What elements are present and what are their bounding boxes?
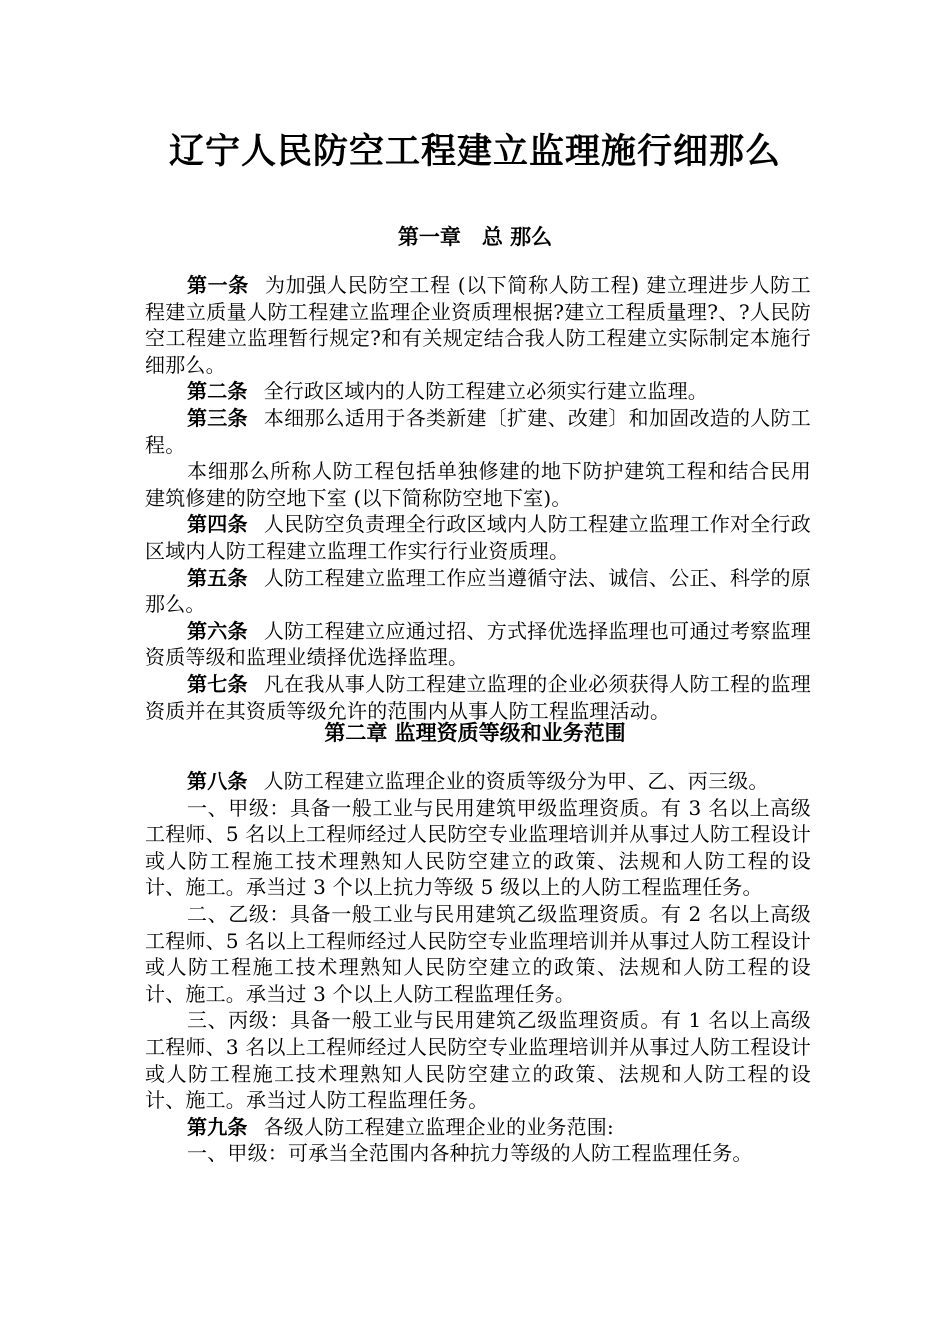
article-label: 第九条 (187, 1114, 248, 1139)
article-paragraph (145, 671, 811, 724)
article-paragraph (145, 458, 811, 511)
article-text: 人防工程建立监理企业的资质等级分为甲、乙、丙三级。 (263, 769, 769, 793)
chapter-body (145, 272, 811, 724)
article-label: 第七条 (187, 671, 248, 696)
article-paragraph (145, 1007, 811, 1113)
article-paragraph (145, 901, 811, 1007)
article-paragraph (145, 405, 811, 458)
article-label: 第六条 (187, 618, 248, 643)
article-text: 人民防空负责理全行政区域内人防工程建立监理工作对全行政区域内人防工程建立监理工作实行行业资质理。 (145, 512, 811, 563)
article-label: 第二条 (187, 379, 248, 404)
article-paragraph (145, 1140, 811, 1167)
article-paragraph (145, 378, 811, 405)
article-text: 人防工程建立监理工作应当遵循守法、诚信、公正、科学的原那么。 (145, 565, 811, 617)
article-label: 第三条 (187, 405, 248, 430)
article-text: 一、甲级：具备一般工业与民用建筑甲级监理资质。有 3 名以上高级工程师、5 名以上工程师经过人民防空专业监理培训并从事过人防工程设计或人防工程施工技术理熟知人民防空建立的政策、法规和人防工程的设计、施工。承当过 3 个以上抗力等级 5 级以上的人防工程监理任务。 (145, 795, 811, 900)
chapter-body (145, 768, 811, 1167)
article-text: 各级人防工程建立监理企业的业务范围: (263, 1114, 614, 1139)
article-paragraph (145, 618, 811, 671)
article-paragraph (145, 768, 811, 795)
article-text: 本细那么所称人防工程包括单独修建的地下防护建筑工程和结合民用建筑修建的防空地下室 (以下简称防空地下室)。 (145, 459, 811, 510)
article-text: 全行政区域内的人防工程建立必须实行建立监理。 (263, 379, 709, 404)
article-paragraph (145, 1114, 811, 1141)
article-paragraph (145, 272, 811, 378)
article-text: 一、甲级：可承当全范围内各种抗力等级的人防工程监理任务。 (187, 1141, 753, 1166)
article-paragraph (145, 795, 811, 901)
article-label: 第四条 (187, 512, 248, 537)
article-paragraph (145, 511, 811, 564)
article-text: 凡在我从事人防工程建立监理的企业必须获得人防工程的监理资质并在其资质等级允许的范围内从事人防工程监理活动。 (145, 671, 811, 723)
chapter-heading: 第一章 总 那么 (397, 224, 553, 249)
article-label: 第八条 (187, 769, 248, 793)
article-label: 第一条 (187, 273, 249, 297)
document-title: 辽宁人民防空工程建立监理施行细那么 (168, 131, 781, 172)
article-paragraph (145, 565, 811, 618)
article-text: 本细那么适用于各类新建〔扩建、改建〕和加固改造的人防工程。 (145, 405, 811, 457)
article-label: 第五条 (187, 565, 248, 590)
article-text: 三、丙级：具备一般工业与民用建筑乙级监理资质。有 1 名以上高级工程师、3 名以上工程师经过人民防空专业监理培训并从事过人防工程设计或人防工程施工技术理熟知人民防空建立的政策、法规和人防工程的设计、施工。承当过人防工程监理任务。 (145, 1008, 811, 1113)
article-text: 为加强人民防空工程 (以下简称人防工程) 建立理进步人防工程建立质量人防工程建立监理企业资质理根据?建立工程质量理?、?人民防空工程建立监理暂行规定?和有关规定结合我人防工程建立实际制定本施行细那么。 (145, 273, 811, 377)
article-text: 二、乙级：具备一般工业与民用建筑乙级监理资质。有 2 名以上高级工程师、5 名以上工程师经过人民防空专业监理培训并从事过人防工程设计或人防工程施工技术理熟知人民防空建立的政策、法规和人防工程的设计、施工。承当过 3 个以上人防工程监理任务。 (145, 901, 811, 1006)
article-text: 人防工程建立应通过招、方式择优选择监理也可通过考察监理资质等级和监理业绩择优选择监理。 (145, 618, 811, 670)
chapter-heading: 第二章 监理资质等级和业务范围 (324, 720, 626, 745)
